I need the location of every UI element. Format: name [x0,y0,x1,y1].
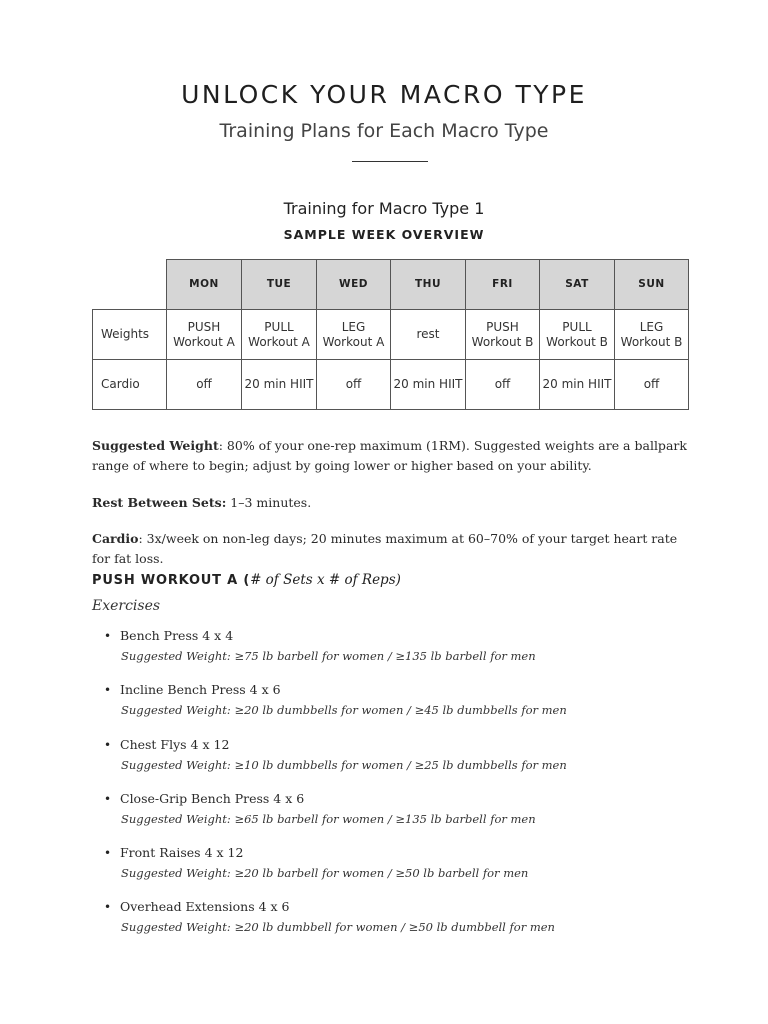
table-cell: off [317,360,391,410]
exercise-name: Incline Bench Press 4 x 6 [120,682,281,697]
exercise-weight: Suggested Weight: ≥75 lb barbell for women / ≥135 lb barbell for men [121,649,536,663]
exercise-name: Bench Press 4 x 4 [120,628,234,643]
cardio-note [92,529,692,569]
bullet-icon: • [104,629,112,643]
table-cell: 20 min HIIT [540,360,615,410]
table-row-weights [93,310,689,360]
table-cell: PUSH Workout B [466,310,540,360]
exercise-name: Close-Grip Bench Press 4 x 6 [120,791,305,806]
weekly-schedule-table [92,259,689,410]
bullet-icon: • [104,792,112,806]
bullet-icon: • [104,738,112,752]
day-header: SAT [540,260,615,310]
row-label: Cardio [93,360,167,410]
day-header: MON [167,260,242,310]
day-header: SUN [615,260,689,310]
exercise-weight: Suggested Weight: ≥20 lb dumbbells for women / ≥45 lb dumbbells for men [121,703,567,717]
day-header: FRI [466,260,540,310]
bullet-icon: • [104,900,112,914]
table-cell: off [167,360,242,410]
exercises-label: Exercises [92,598,161,614]
exercise-weight: Suggested Weight: ≥65 lb barbell for women / ≥135 lb barbell for men [121,812,536,826]
bullet-icon: • [104,683,112,697]
table-cell: rest [391,310,466,360]
exercise-name: Overhead Extensions 4 x 6 [120,899,290,914]
row-label: Weights [93,310,167,360]
table-cell: 20 min HIIT [391,360,466,410]
heading-italic: # of Sets x # of Reps) [250,572,401,588]
table-header-row [93,260,689,310]
table-cell: 20 min HIIT [242,360,317,410]
table-cell: off [615,360,689,410]
section-title: Training for Macro Type 1 [283,199,485,218]
note-text: : 3x/week on non-leg days; 20 minutes maximum at 60–70% of your target heart rate for fat loss. [92,531,678,566]
note-label: Cardio [92,531,139,546]
table-cell: PULL Workout A [242,310,317,360]
header-blank-cell [93,260,167,310]
table-cell: PULL Workout B [540,310,615,360]
page-subtitle: Training Plans for Each Macro Type [219,120,549,142]
table-cell: LEG Workout B [615,310,689,360]
note-label: Suggested Weight [92,438,219,453]
exercise-weight: Suggested Weight: ≥20 lb barbell for women / ≥50 lb barbell for men [121,866,529,880]
day-header: TUE [242,260,317,310]
table-row-cardio [93,360,689,410]
exercise-weight: Suggested Weight: ≥20 lb dumbbell for women / ≥50 lb dumbbell for men [121,920,555,934]
title-divider [352,161,428,162]
note-label: Rest Between Sets: [92,495,227,510]
exercise-name: Front Raises 4 x 12 [120,845,244,860]
page-title: UNLOCK YOUR MACRO TYPE [181,80,587,109]
push-workout-heading: PUSH WORKOUT A (# of Sets x # of Reps) [92,572,401,588]
bullet-icon: • [104,846,112,860]
note-text: 1–3 minutes. [226,495,312,510]
exercise-weight: Suggested Weight: ≥10 lb dumbbells for women / ≥25 lb dumbbells for men [121,758,567,772]
exercise-name: Chest Flys 4 x 12 [120,737,230,752]
note-text: : 80% of your one-rep maximum (1RM). Suggested weights are a ballpark range of where to begin; adjust by going lower or higher based on your ability. [92,438,687,473]
rest-note [92,493,692,513]
table-cell: off [466,360,540,410]
day-header: THU [391,260,466,310]
suggested-weight-note [92,436,692,476]
table-cell: LEG Workout A [317,310,391,360]
day-header: WED [317,260,391,310]
section-subtitle: SAMPLE WEEK OVERVIEW [283,227,485,242]
table-cell: PUSH Workout A [167,310,242,360]
